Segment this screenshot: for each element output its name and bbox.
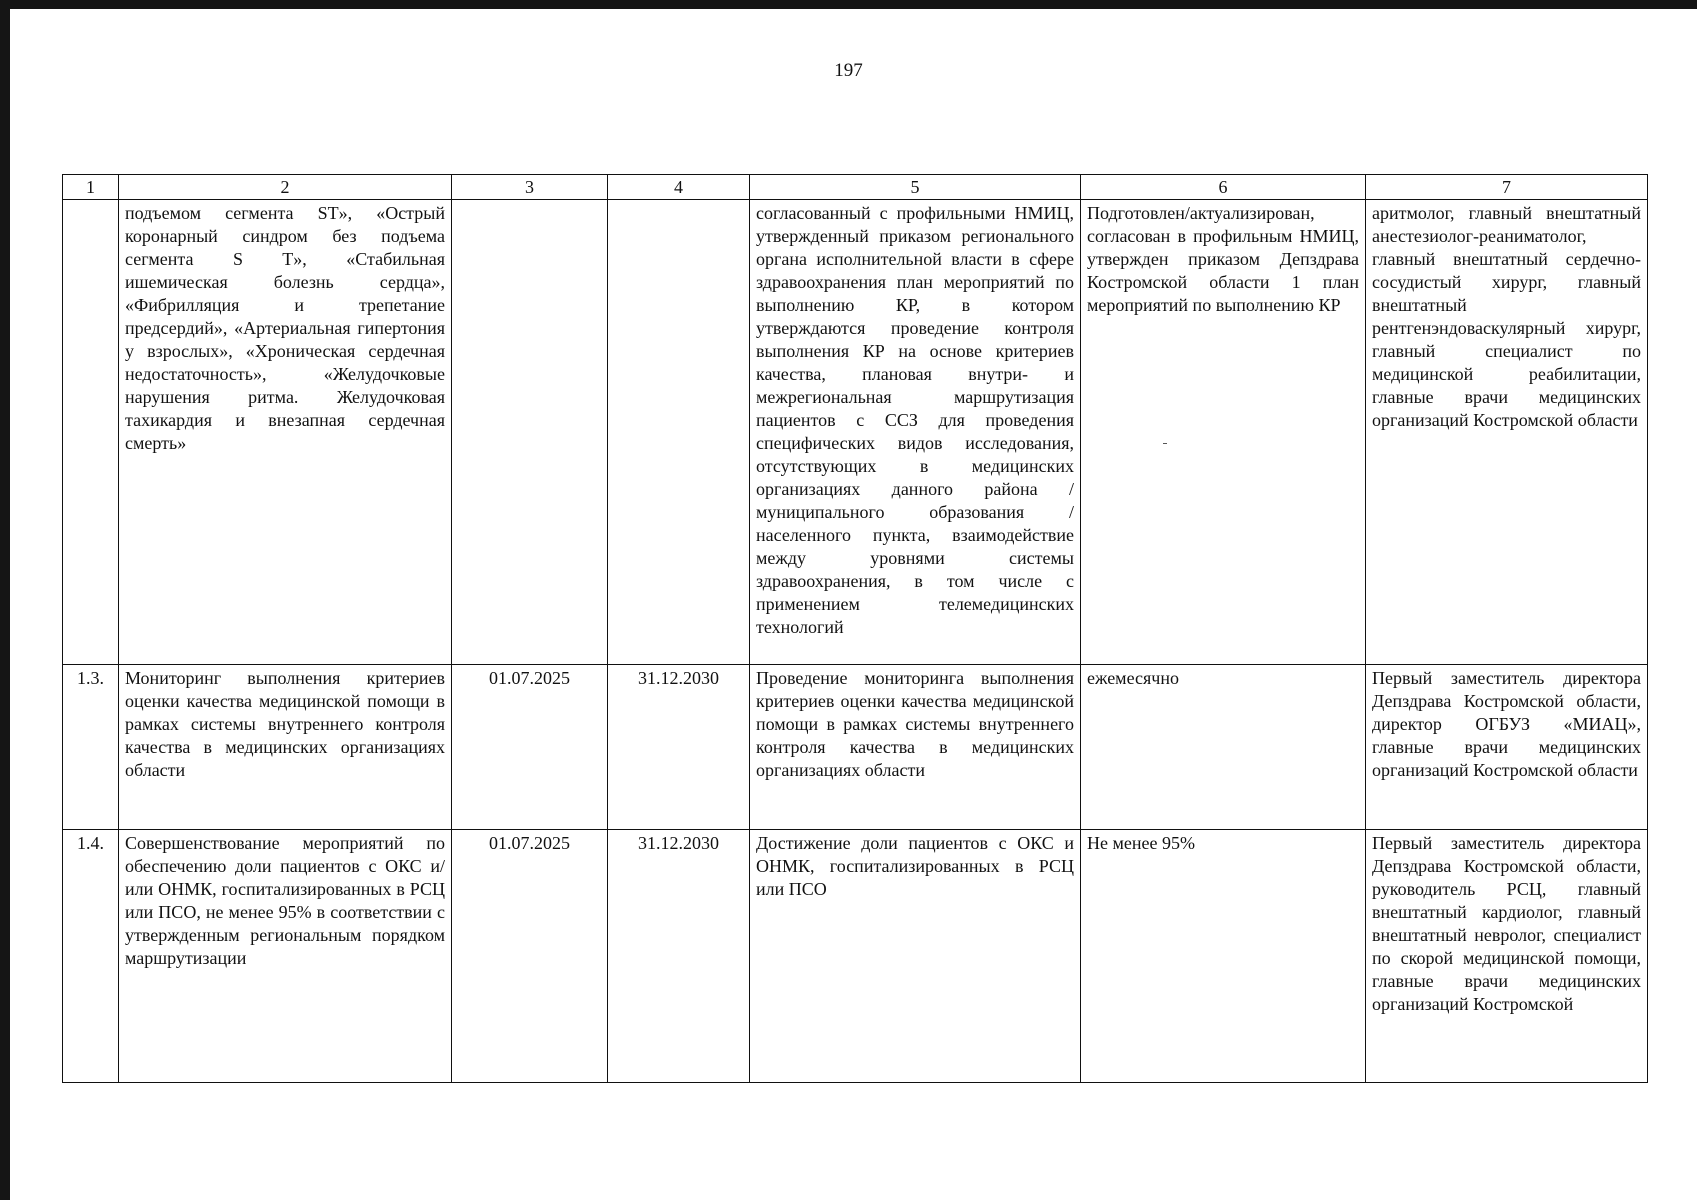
start-date-cell: 01.07.2025 — [452, 665, 608, 830]
responsible-cell: Первый заместитель директора Депздрава Костромской области, директор ОГБУЗ «МИАЦ», главные врачи медицинских организаций Костромской области — [1366, 665, 1648, 830]
row-number-cell: 1.3. — [63, 665, 119, 830]
scan-speck — [1163, 443, 1167, 444]
end-date-cell: 31.12.2030 — [608, 830, 750, 1083]
indicator-cell: Не менее 95% — [1081, 830, 1366, 1083]
scan-edge-left — [0, 0, 10, 1200]
row-number-cell: 1.4. — [63, 830, 119, 1083]
start-date-cell: 01.07.2025 — [452, 830, 608, 1083]
indicator-cell: ежемесячно — [1081, 665, 1366, 830]
measure-name-cell: Совершенствование мероприятий по обеспечению доли пациентов с ОКС и/или ОНМК, госпитализированных в РСЦ или ПСО, не менее 95% в соответствии с утвержденным региональным порядком маршрутизации — [119, 830, 452, 1083]
column-number-header: 7 — [1366, 175, 1648, 200]
measure-name-cell: Мониторинг выполнения критериев оценки качества медицинской помощи в рамках системы внутреннего контроля качества в медицинских организациях области — [119, 665, 452, 830]
column-number-header: 1 — [63, 175, 119, 200]
end-date-cell: 31.12.2030 — [608, 665, 750, 830]
page-number: 197 — [834, 60, 863, 81]
column-number-header: 4 — [608, 175, 750, 200]
indicator-cell: Подготовлен/актуализирован, согласован в профильным НМИЦ, утвержден приказом Депздрава Костромской области 1 план мероприятий по выполнению КР — [1081, 200, 1366, 665]
start-date-cell — [452, 200, 608, 665]
table-row — [63, 665, 1648, 830]
responsible-cell: аритмолог, главный внештатный анестезиолог-реаниматолог, главный внештатный сердечно-сосудистый хирург, главный внештатный рентгенэндоваскулярный хирург, главный специалист по медицинской реабилитации, главные врачи медицинских организаций Костромской области — [1366, 200, 1648, 665]
responsible-cell: Первый заместитель директора Депздрава Костромской области, руководитель РСЦ, главный внештатный кардиолог, главный внештатный невролог, специалист по скорой медицинской помощи, главные врачи медицинских организаций Костромской — [1366, 830, 1648, 1083]
end-date-cell — [608, 200, 750, 665]
table-row — [63, 200, 1648, 665]
column-number-header: 5 — [750, 175, 1081, 200]
measure-name-cell: подъемом сегмента ST», «Острый коронарный синдром без подъема сегмента S T», «Стабильная ишемическая болезнь сердца», «Фибрилляция и трепетание предсердий», «Артериальная гипертония у взрослых», «Хроническая сердечная недостаточность», «Желудочковые нарушения ритма. Желудочковая тахикардия и внезапная сердечная смерть» — [119, 200, 452, 665]
scan-edge-top — [0, 0, 1697, 9]
row-number-cell — [63, 200, 119, 665]
column-number-header: 3 — [452, 175, 608, 200]
column-number-header: 2 — [119, 175, 452, 200]
result-cell: Проведение мониторинга выполнения критериев оценки качества медицинской помощи в рамках системы внутреннего контроля качества в медицинских организациях области — [750, 665, 1081, 830]
measures-table — [62, 174, 1648, 1083]
column-number-header: 6 — [1081, 175, 1366, 200]
table-row — [63, 830, 1648, 1083]
result-cell: Достижение доли пациентов с ОКС и ОНМК, госпитализированных в РСЦ или ПСО — [750, 830, 1081, 1083]
column-number-row — [63, 175, 1648, 200]
result-cell: согласованный с профильными НМИЦ, утвержденный приказом регионального органа исполнительной власти в сфере здравоохранения план мероприятий по выполнению КР, в котором утверждаются проведение контроля выполнения КР на основе критериев качества, плановая внутри- и межрегиональная маршрутизация пациентов с ССЗ для проведения специфических видов исследования, отсутствующих в медицинских организациях данного района / муниципального образования / населенного пункта, взаимодействие между уровнями системы здравоохранения, в том числе с применением телемедицинских технологий — [750, 200, 1081, 665]
